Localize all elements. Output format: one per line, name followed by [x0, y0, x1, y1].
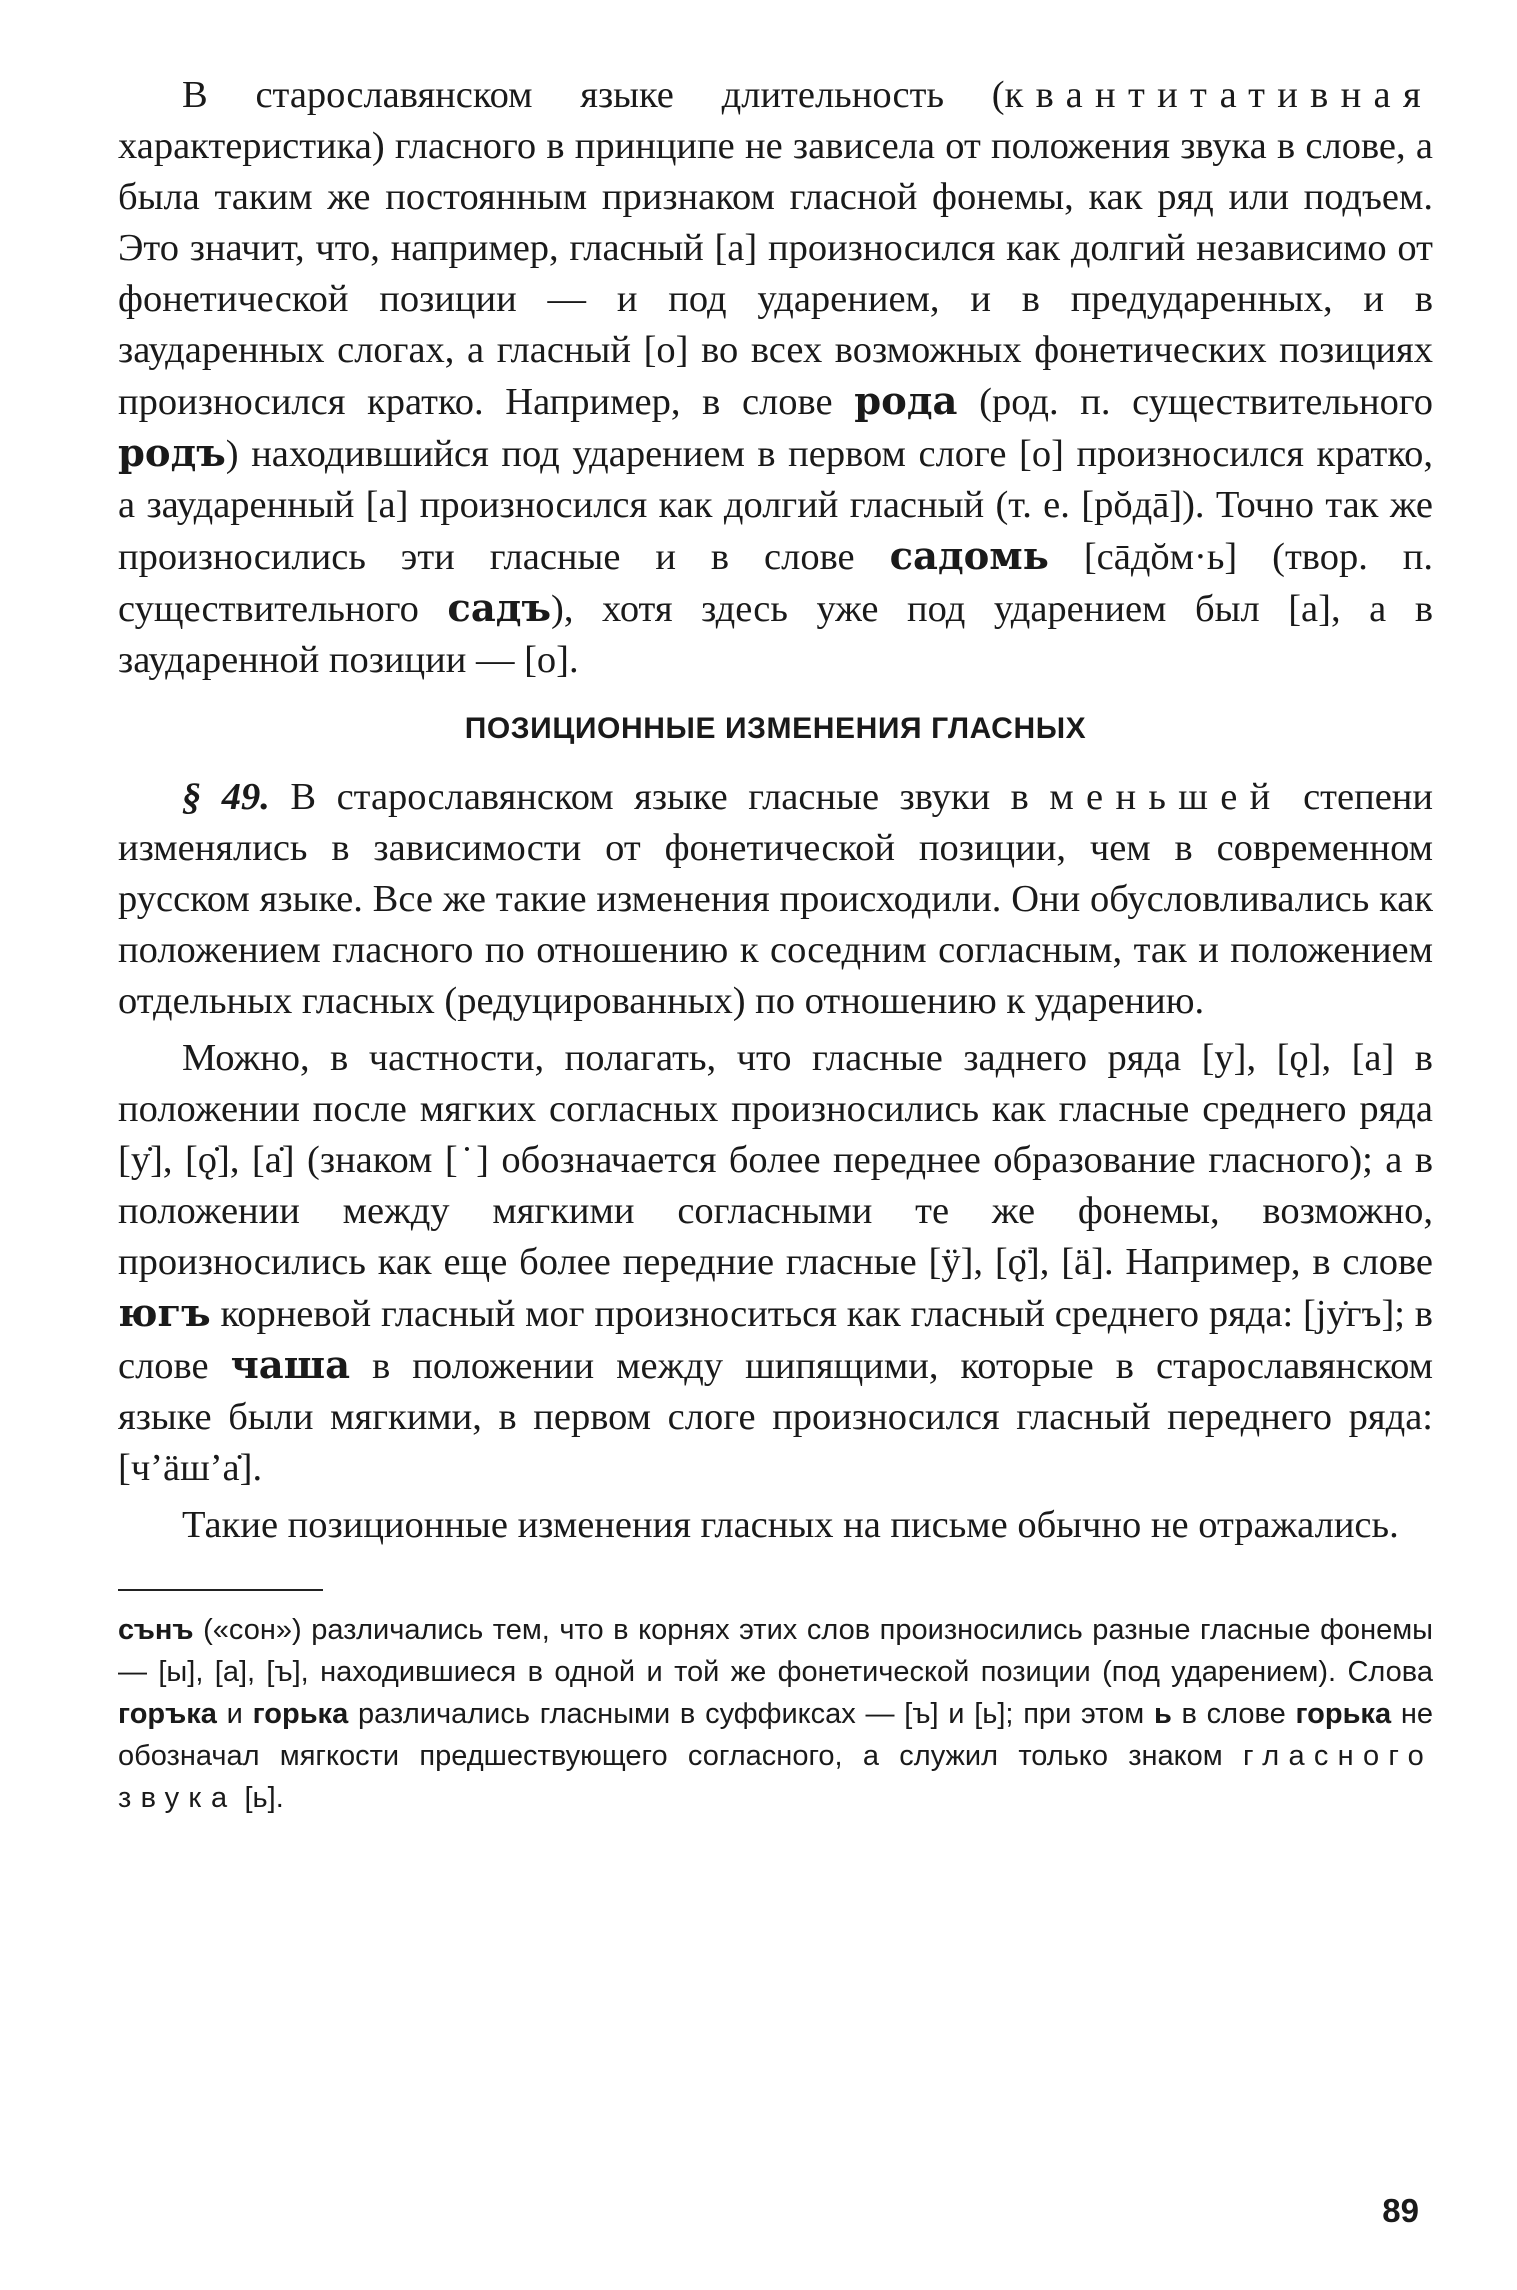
old-slavonic-word: югъ: [118, 1291, 211, 1336]
text-run: ), хотя здесь уже под ударением был [а], а в заударенной позиции — [о].: [118, 588, 1433, 681]
spaced-term: меньшей: [1049, 776, 1283, 818]
text-run: корневой гласный мог произноситься как гласный среднего ряда: [jу̇гъ]; в слове: [118, 1293, 1433, 1387]
text-run: характеристика) гласного в принципе не зависела от положения звука в слове, а была таким же постоянным признаком гласной фонемы, как ряд или подъем. Это значит, что, например, гласный [а] произносился как долгий независимо от фонетической позиции — и под ударением, и в предударенных, и в заударенных слогах, а гласный [о] во всех возможных фонетических позициях произносился кратко. Например, в слове: [118, 125, 1433, 423]
text-run: в положении между шипящими, которые в старославянском языке были мягкими, в первом слоге произносился гласный переднего ряда: [ч’ӓш’а̇].: [118, 1345, 1434, 1489]
old-slavonic-word: чаша: [230, 1343, 351, 1388]
text-run: («сон») различались тем, что в корнях этих слов произносились разные гласные фонемы — [ы], [а], [ъ], находившиеся в одной и той же фонетической позиции (под ударением). Слова: [118, 1614, 1433, 1688]
text-run: ) находившийся под ударением в первом слоге [о] произносился кратко, а заударенный [а] произносился как долгий гласный (т. е. [рŏдā]). Точно так же произносились эти гласные и в слове: [118, 433, 1433, 578]
text-run: (род. п. существительного: [957, 381, 1433, 423]
paragraph-not-reflected: Такие позиционные изменения гласных на письме обычно не отражались.: [182, 1504, 1399, 1546]
text-run: [ь].: [236, 1782, 284, 1814]
text-run: В старославянском языке длительность (: [182, 74, 1005, 116]
old-slavonic-word: садъ: [447, 586, 552, 631]
text-run: Можно, в частности, полагать, что гласные заднего ряда [у], [ǫ], [а] в положении после мягких согласных произносились как гласные среднего ряда [у̇], [ǫ̇], [а̇] (знаком [˙] обозначается более переднее образование гласного); а в положении между мягкими согласными те же фонемы, возможно, произносились как еще более передние гласные [ӱ], [ǫ̈], [ӓ]. Например, в слове: [118, 1037, 1433, 1283]
old-slavonic-word: горька: [252, 1698, 349, 1730]
section-heading: ПОЗИЦИОННЫЕ ИЗМЕНЕНИЯ ГЛАСНЫХ: [464, 712, 1087, 745]
text-run: различались гласными в суффиксах — [ъ] и [ь]; при этом: [348, 1698, 1154, 1730]
old-slavonic-letter: ь: [1153, 1698, 1172, 1730]
footnote: [118, 1609, 1433, 1819]
text-run: [сāдŏм·ь] (твор. п. существительного: [118, 536, 1433, 630]
text-run: степени изменялись в зависимости от фонетической позиции, чем в современном русском языке. Все же такие изменения происходили. Они обусловливались как положением гласного по отношению к соседним согласным, так и положением отдельных гласных (редуцированных) по отношению к ударению.: [118, 776, 1433, 1022]
text-run: не обозначал мягкости предшествующего согласного, а служил только знаком: [118, 1698, 1433, 1772]
section-mark: § 49.: [182, 776, 270, 818]
old-slavonic-word: горъка: [118, 1698, 217, 1730]
book-page: [118, 70, 1433, 2240]
old-slavonic-word: рода: [854, 379, 958, 424]
paragraph-back-vowels: [118, 1033, 1433, 1494]
old-slavonic-word: родъ: [118, 431, 226, 476]
spaced-term: гласного звука: [118, 1740, 1433, 1814]
page-number: 89: [1382, 2192, 1419, 2229]
paragraph-section-49: [118, 772, 1433, 1027]
old-slavonic-word: горька: [1295, 1698, 1392, 1730]
spaced-term: квантитативная: [1004, 74, 1433, 116]
paragraph-vowel-length: [118, 70, 1433, 686]
footnote-divider: [118, 1589, 323, 1591]
text-run: и: [216, 1698, 253, 1730]
old-slavonic-word: сънъ: [118, 1614, 194, 1646]
text-run: В старославянском языке гласные звуки в: [269, 776, 1050, 818]
text-run: в слове: [1171, 1698, 1296, 1730]
old-slavonic-word: садомь: [889, 534, 1049, 579]
